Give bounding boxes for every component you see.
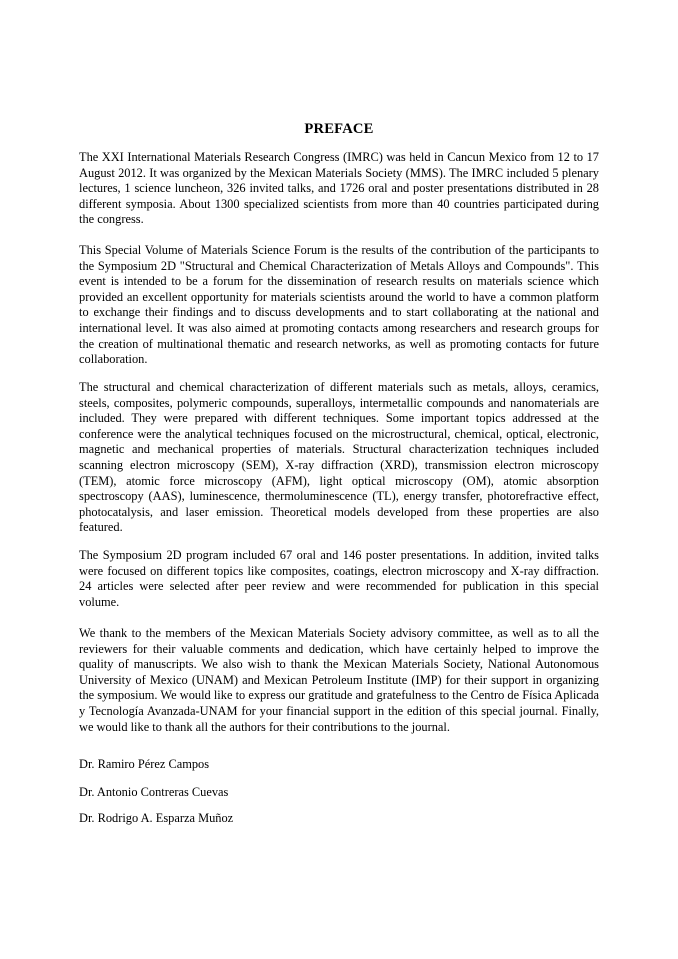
- paragraph-special-volume: This Special Volume of Materials Science Forum is the results of the contribution of the participants to the Symposium 2D "Structural and Chemical Characterization of Metals Alloys and Compounds". This event is intended to be a forum for the dissemination of research results on materials science which provided an excellent opportunity for materials scientists around the world to have a common platform to exchange their findings and to discuss developments and to start collaborating at the national and international level. It was also aimed at promoting contacts among researchers and research groups for the creation of multinational thematic and research networks, as well as promoting contacts for future collaboration.: [79, 243, 599, 367]
- signatory-name: Dr. Rodrigo A. Esparza Muñoz: [79, 811, 234, 825]
- page-title: PREFACE: [304, 121, 374, 137]
- paragraph-acknowledgements: We thank to the members of the Mexican Materials Society advisory committee, as well as to all the reviewers for their valuable comments and dedication, which have certainly helped to improve the quality of manuscripts. We also wish to thank the Mexican Materials Society, National Autonomous University of Mexico (UNAM) and Mexican Petroleum Institute (IMP) for their support in organizing the symposium. We would like to express our gratitude and gratefulness to the Centro de Física Aplicada y Tecnología Avanzada-UNAM for your financial support in the edition of this special journal. Finally, we would like to thank all the authors for their contributions to the journal.: [79, 626, 599, 734]
- signatory-name: Dr. Antonio Contreras Cuevas: [79, 785, 229, 799]
- paragraph-symposium-program: The Symposium 2D program included 67 oral and 146 poster presentations. In addition, invited talks were focused on different topics like composites, coatings, electron microscopy and X-ray diffraction. 24 articles were selected after peer review and were recommended for publication in this special volume.: [79, 548, 599, 609]
- signatory-name: Dr. Ramiro Pérez Campos: [79, 757, 210, 771]
- paragraph-characterization-topics: The structural and chemical characterization of different materials such as metals, alloys, ceramics, steels, composites, polymeric compounds, superalloys, intermetallic compounds and nanomaterials are included. They were prepared with different techniques. Some important topics addressed at the conference were the analytical techniques focused on the microstructural, chemical, optical, electronic, magnetic and mechanical properties of materials. Structural characterization techniques included scanning electron microscopy (SEM), X-ray diffraction (XRD), transmission electron microscopy (TEM), atomic force microscopy (AFM), light optical microscopy (OM), atomic absorption spectroscopy (AAS), luminescence, thermoluminescence (TL), energy transfer, photorefractive effect, photocatalysis, and laser emission. Theoretical models developed from these properties are also featured.: [79, 380, 599, 535]
- paragraph-congress-overview: The XXI International Materials Research Congress (IMRC) was held in Cancun Mexico from 12 to 17 August 2012. It was organized by the Mexican Materials Society (MMS). The IMRC included 5 plenary lectures, 1 science luncheon, 326 invited talks, and 1726 oral and poster presentations distributed in 28 different symposia. About 1300 specialized scientists from more than 40 countries participated during the congress.: [79, 150, 599, 227]
